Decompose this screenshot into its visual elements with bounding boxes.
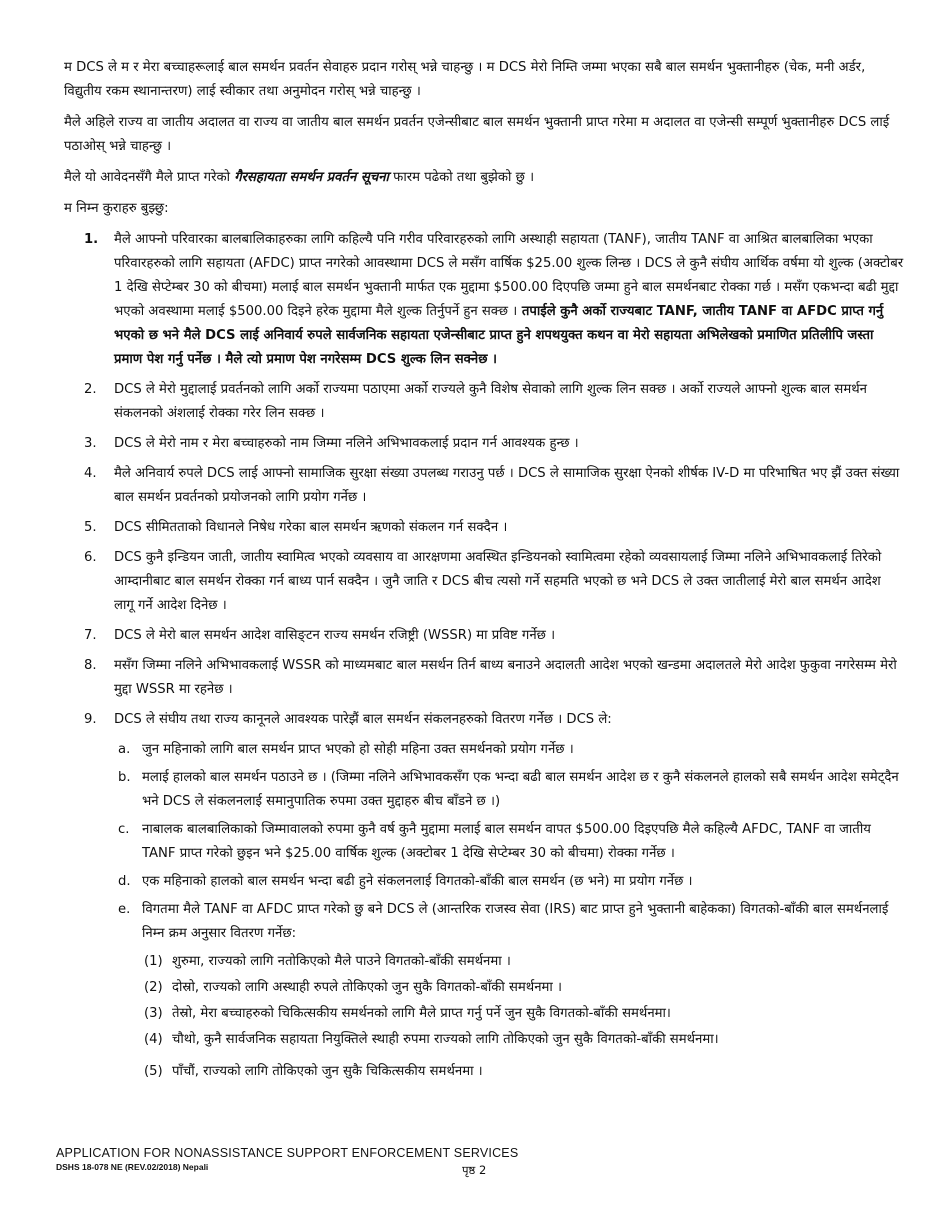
list-item — [64, 432, 904, 456]
order-list-item — [64, 1028, 904, 1052]
intro-p3-after: फारम पढेको तथा बुझेको छु । — [388, 170, 535, 185]
sub-item-label: b. — [118, 770, 131, 785]
form-code: DSHS 18-078 NE (REV.02/2018) Nepali — [56, 1162, 209, 1172]
sub-item-text: एक महिनाको हालको बाल समर्थन भन्दा बढी हुने संकलनलाई विगतको-बाँकी बाल समर्थन (छ भने) मा प्रयोग गर्नेछ । — [142, 874, 693, 889]
order-item-label: (3) — [144, 1006, 163, 1021]
list-item — [64, 546, 904, 618]
arrears-order-list — [64, 950, 904, 1084]
list-item — [64, 228, 904, 372]
order-item-label: (4) — [144, 1032, 163, 1047]
item-number: 2. — [84, 382, 97, 397]
order-item-text: पाँचौं, राज्यको लागि तोकिएको जुन सुकै चिकित्सकीय समर्थनमा । — [172, 1064, 483, 1079]
list-item — [64, 624, 904, 648]
item-bold-text: तपाईले कुनै अर्को राज्यबाट TANF, जातीय TANF वा AFDC प्राप्त गर्नु भएको छ भने मैले DCS लाई अनिवार्य रुपले सार्वजनिक सहायता एजेन्सीबाट प्राप्त हुने शपथयुक्त कथन वा मेरो सहायता अभिलेखको प्रमाणित प्रतिलीपि जस्ता प्रमाण पेश गर्नु पर्नेछ । मैले त्यो प्रमाण पेश नगरेसम्म DCS शुल्क लिन सक्नेछ । — [114, 304, 884, 367]
item-text: मसँग जिम्मा नलिने अभिभावकलाई WSSR को माध्यमबाट बाल मसर्थन तिर्न बाध्य बनाउने अदालती आदेश भएको खन्डमा अदालतले मेरो आदेश फुकुवा नगरेसम्म मेरो मुद्दा WSSR मा रहनेछ । — [114, 658, 897, 697]
intro-p3-before: मैले यो आवेदनसँगै मैले प्राप्त गरेको — [64, 170, 235, 185]
distribution-sublist — [64, 738, 904, 1084]
order-item-label: (5) — [144, 1064, 163, 1079]
order-list-item — [64, 1002, 904, 1026]
page-number: पृष्ठ 2 — [462, 1163, 487, 1177]
sub-list-item — [64, 870, 904, 894]
item-text: मैले अनिवार्य रुपले DCS लाई आफ्नो सामाजिक सुरक्षा संख्या उपलब्ध गराउनु पर्छ । DCS ले सामाजिक सुरक्षा ऐनको शीर्षक IV-D मा परिभाषित भए झैं उक्त संख्या बाल समर्थन प्रवर्तनको प्रयोजनको लागि प्रयोग गर्नेछ । — [114, 466, 900, 505]
item-number: 1. — [84, 232, 99, 247]
sub-item-text: जुन महिनाको लागि बाल समर्थन प्राप्त भएको हो सोही महिना उक्त समर्थनको प्रयोग गर्नेछ । — [142, 742, 574, 757]
item-text: DCS ले संघीय तथा राज्य कानूनले आवश्यक पारेझैं बाल समर्थन संकलनहरुको वितरण गर्नेछ । DCS ले: — [114, 712, 612, 727]
sub-item-text: नाबालक बालबालिकाको जिम्मावालको रुपमा कुनै वर्ष कुनै मुद्दामा मलाई बाल समर्थन वापत $500.00 दिइएपछि मैले कहिल्यै AFDC, TANF वा जातीय TANF प्राप्त गरेको छुइन भने $25.00 वार्षिक शुल्क (अक्टोबर 1 देखि सेप्टेम्बर 30 को बीचमा) रोक्का गर्नेछ । — [142, 822, 871, 861]
item-text: DCS ले मेरो मुद्दालाई प्रवर्तनको लागि अर्को राज्यमा पठाएमा अर्को राज्यले कुनै विशेष सेवाको लागि शुल्क लिन सक्छ । अर्को राज्यले आफ्नो शुल्क बाल समर्थन संकलनको अंशलाई रोक्का गरेर लिन सक्छ । — [114, 382, 867, 421]
item-text: DCS कुनै इन्डियन जाती, जातीय स्वामित्व भएको व्यवसाय वा आरक्षणमा अवस्थित इन्डियनको स्वामित्वमा रहेको व्यवसायलाई जिम्मा नलिने अभिभावकलाई तिरेको आम्दानीबाट बाल समर्थन रोक्का गर्न बाध्य पार्न सक्दैन । जुनै जाति र DCS बीच त्यसो गर्ने सहमति भएको छ भने DCS ले उक्त जातीलाई मेरो बाल समर्थन आदेश लागू गर्ने आदेश दिनेछ । — [114, 550, 882, 613]
terms-list — [64, 228, 904, 1084]
order-item-text: तेस्रो, मेरा बच्चाहरुको चिकित्सकीय समर्थनको लागि मैले प्राप्त गर्नु पर्ने जुन सुकै विगतको-बाँकी समर्थनमा। — [172, 1006, 671, 1021]
intro-paragraph-3 — [64, 166, 904, 190]
intro-paragraph-1: म DCS ले म र मेरा बच्चाहरूलाई बाल समर्थन प्रवर्तन सेवाहरु प्रदान गरोस् भन्ने चाहन्छु । म DCS मेरो निम्ति जम्मा भएका सबै बाल समर्थन भुक्तानीहरु (चेक, मनी अर्डर, विद्युतीय रकम स्थानान्तरण) लाई स्वीकार तथा अनुमोदन गरोस् भन्ने चाहन्छु । — [64, 60, 866, 99]
sub-item-label: a. — [118, 742, 131, 757]
item-text: DCS सीमितताको विधानले निषेध गरेका बाल समर्थन ऋणको संकलन गर्न सक्दैन । — [114, 520, 508, 535]
list-item — [64, 708, 904, 1084]
item-number: 6. — [84, 550, 97, 565]
order-list-item — [64, 1060, 904, 1084]
item-text: DCS ले मेरो बाल समर्थन आदेश वासिङ्टन राज्य समर्थन रजिष्ट्री (WSSR) मा प्रविष्ट गर्नेछ । — [114, 628, 556, 643]
order-item-text: दोस्रो, राज्यको लागि अस्थाही रुपले तोकिएको जुन सुकै विगतको-बाँकी समर्थनमा । — [172, 980, 563, 995]
notice-form-title: गैरसहायता समर्थन प्रवर्तन सूचना — [234, 170, 389, 185]
item-number: 5. — [84, 520, 97, 535]
page-footer — [56, 1146, 896, 1177]
order-list-item — [64, 976, 904, 1000]
sub-list-item — [64, 898, 904, 1084]
order-item-label: (2) — [144, 980, 163, 995]
list-item — [64, 462, 904, 510]
form-title: APPLICATION FOR NONASSISTANCE SUPPORT ENFORCEMENT SERVICES — [56, 1146, 519, 1160]
sub-list-item — [64, 766, 904, 814]
item-number: 4. — [84, 466, 97, 481]
list-item — [64, 516, 904, 540]
document-body — [64, 56, 904, 1090]
sub-list-item — [64, 818, 904, 866]
list-item — [64, 654, 904, 702]
sub-item-text: मलाई हालको बाल समर्थन पठाउने छ । (जिम्मा नलिने अभिभावकसँग एक भन्दा बढी बाल समर्थन आदेश छ र कुनै संकलनले हालको सबै समर्थन आदेश समेट्दैन भने DCS ले संकलनलाई समानुपातिक रुपमा उक्त मुद्दाहरु बीच बाँडने छ ।) — [142, 770, 899, 809]
item-number: 8. — [84, 658, 97, 673]
list-item — [64, 378, 904, 426]
order-item-text: चौथो, कुनै सार्वजनिक सहायता नियुक्तिले स्थाही रुपमा राज्यको लागि तोकिएको जुन सुकै विगतको-बाँकी समर्थनमा। — [172, 1032, 719, 1047]
sub-item-text: विगतमा मैले TANF वा AFDC प्राप्त गरेको छु बने DCS ले (आन्तरिक राजस्व सेवा (IRS) बाट प्राप्त हुने भुक्तानी बाहेकका) विगतको-बाँकी बाल समर्थनलाई निम्न क्रम अनुसार वितरण गर्नेछ: — [142, 902, 889, 941]
sub-list-item — [64, 738, 904, 762]
order-item-text: शुरुमा, राज्यको लागि नतोकिएको मैले पाउने विगतको-बाँकी समर्थनमा । — [172, 954, 511, 969]
item-text: DCS ले मेरो नाम र मेरा बच्चाहरुको नाम जिम्मा नलिने अभिभावकलाई प्रदान गर्न आवश्यक हुन्छ । — [114, 436, 579, 451]
item-number: 9. — [84, 712, 97, 727]
order-list-item — [64, 950, 904, 974]
sub-item-label: e. — [118, 902, 131, 917]
item-text: मैले आफ्नो परिवारका बालबालिकाहरुका लागि कहिल्यै पनि गरीव परिवारहरुको लागि अस्थाही सहायता (TANF), जातीय TANF वा आश्रित बालबालिका भएका परिवारहरुको लागि सहायता (AFDC) प्राप्त नगरेको आवस्थामा DCS ले मसँग वार्षिक $25.00 शुल्क लिन्छ । DCS ले कुनै संघीय आर्थिक वर्षमा यो शुल्क (अक्टोबर 1 देखि सेप्टेम्बर 30 को बीचमा) मलाई बाल समर्थन भुक्तानी मार्फत एक मुद्दामा $500.00 दिएपछि जम्मा हुने बाल समर्थनबाट रोक्का गर्छ । मसँग एकभन्दा बढी मुद्दा भएको अवस्थामा मलाई $500.00 दिइने हरेक मुद्दामा मैले शुल्क तिर्नुपर्ने हुन सक्छ । — [114, 232, 904, 319]
item-number: 3. — [84, 436, 97, 451]
item-number: 7. — [84, 628, 97, 643]
intro-paragraph-2: मैले अहिले राज्य वा जातीय अदालत वा राज्य वा जातीय बाल समर्थन प्रवर्तन एजेन्सीबाट बाल समर्थन भुक्तानी प्राप्त गरेमा म अदालत वा एजेन्सी सम्पूर्ण भुक्तानीहरु DCS लाई पठाओस् भन्ने चाहन्छु । — [64, 115, 890, 154]
order-item-label: (1) — [144, 954, 163, 969]
sub-item-label: c. — [118, 822, 130, 837]
intro-paragraph-4: म निम्न कुराहरु बुझ्छु: — [64, 201, 169, 216]
sub-item-label: d. — [118, 874, 131, 889]
